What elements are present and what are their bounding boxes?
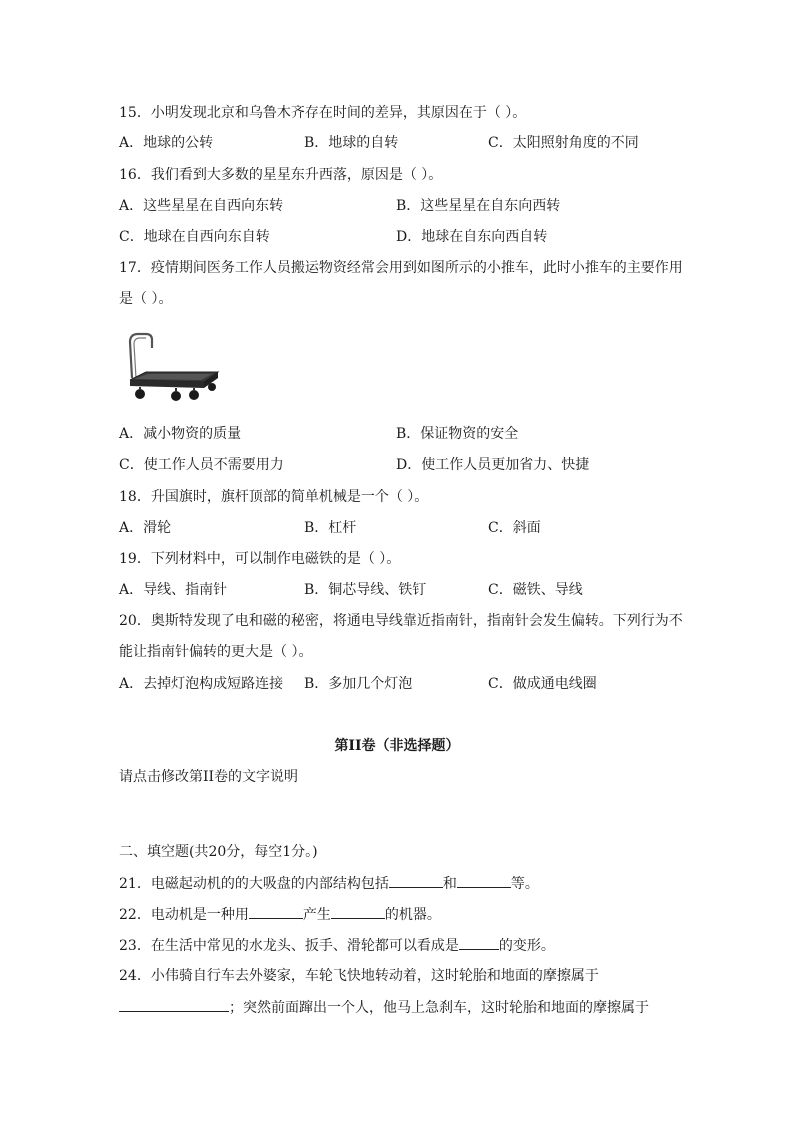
question-19-option-c: C．磁铁、导线	[488, 582, 583, 598]
question-19-option-a: A．导线、指南针	[119, 582, 228, 598]
question-17-stem-line-1: 17．疫情期间医务工作人员搬运物资经常会用到如图所示的小推车，此时小推车的主要作用	[119, 260, 683, 276]
question-19-stem: 19．下列材料中，可以制作电磁铁的是（ ）。	[119, 551, 401, 567]
question-17-option-d: D．使工作人员更加省力、快捷	[396, 457, 590, 473]
question-22-text-1: 22．电动机是一种用	[119, 907, 249, 923]
question-17-option-a: A．减小物资的质量	[119, 426, 242, 442]
question-15-option-a: A．地球的公转	[119, 135, 214, 151]
question-18-option-a: A．滑轮	[119, 520, 172, 536]
question-16-option-b: B．这些星星在自东向西转	[396, 198, 561, 214]
answer-blank[interactable]	[389, 873, 443, 888]
question-23-text-2: 的变形。	[498, 938, 555, 954]
question-23-text-1: 23．在生活中常见的水龙头、扳手、滑轮都可以看成是	[119, 938, 459, 954]
question-15-option-c: C．太阳照射角度的不同	[488, 135, 639, 151]
question-22-text-3: 的机器。	[384, 907, 441, 923]
question-19-option-b: B．铜芯导线、铁钉	[304, 582, 427, 598]
question-24-line-2	[119, 997, 649, 1018]
question-16-stem: 16．我们看到大多数的星星东升西落，原因是（ ）。	[119, 167, 443, 183]
question-20-option-a: A．去掉灯泡构成短路连接	[119, 676, 284, 692]
question-17-option-c: C．使工作人员不需要用力	[119, 457, 284, 473]
answer-blank[interactable]	[331, 904, 385, 919]
question-18-stem: 18．升国旗时，旗杆顶部的简单机械是一个（ ）。	[119, 489, 429, 505]
question-22-text-2: 产生	[302, 907, 331, 923]
question-20-stem-line-2: 能让指南针偏转的更大是（ ）。	[119, 644, 313, 660]
part-2-title: 第II卷（非选择题）	[334, 738, 460, 754]
question-16-option-a: A．这些星星在自西向东转	[119, 198, 284, 214]
question-17-option-b: B．保证物资的安全	[396, 426, 519, 442]
question-24-text-2: ；突然前面蹿出一个人，他马上急刹车，这时轮胎和地面的摩擦属于	[229, 1000, 649, 1016]
part-2-note: 请点击修改第II卷的文字说明	[119, 769, 299, 785]
question-16-option-d: D．地球在自东向西自转	[396, 229, 548, 245]
question-18-option-b: B．杠杆	[304, 520, 357, 536]
question-21-text-1: 21．电磁起动机的的大吸盘的内部结构包括	[119, 876, 389, 892]
question-18-option-c: C．斜面	[488, 520, 541, 536]
question-22	[119, 904, 441, 925]
question-21	[119, 873, 539, 894]
question-21-text-2: 和	[442, 876, 457, 892]
hand-cart-image	[124, 330, 220, 406]
question-17-stem-line-2: 是（ ）。	[119, 291, 173, 307]
question-20-option-b: B．多加几个灯泡	[304, 676, 413, 692]
question-21-text-3: 等。	[510, 876, 539, 892]
question-16-option-c: C．地球在自西向东自转	[119, 229, 270, 245]
question-20-option-c: C．做成通电线圈	[488, 676, 597, 692]
question-15-stem: 15．小明发现北京和乌鲁木齐存在时间的差异，其原因在于（ ）。	[119, 105, 527, 121]
answer-blank[interactable]	[459, 935, 499, 950]
answer-blank[interactable]	[457, 873, 511, 888]
fill-section-heading: 二、填空题(共20分，每空1分。)	[119, 844, 318, 860]
question-20-stem-line-1: 20．奥斯特发现了电和磁的秘密，将通电导线靠近指南针，指南针会发生偏转。下列行为不	[119, 613, 683, 629]
answer-blank[interactable]	[249, 904, 303, 919]
question-23	[119, 935, 555, 956]
question-24-line-1: 24．小伟骑自行车去外婆家，车轮飞快地转动着，这时轮胎和地面的摩擦属于	[119, 968, 599, 984]
answer-blank[interactable]	[119, 997, 229, 1012]
question-15-option-b: B．地球的自转	[304, 135, 399, 151]
